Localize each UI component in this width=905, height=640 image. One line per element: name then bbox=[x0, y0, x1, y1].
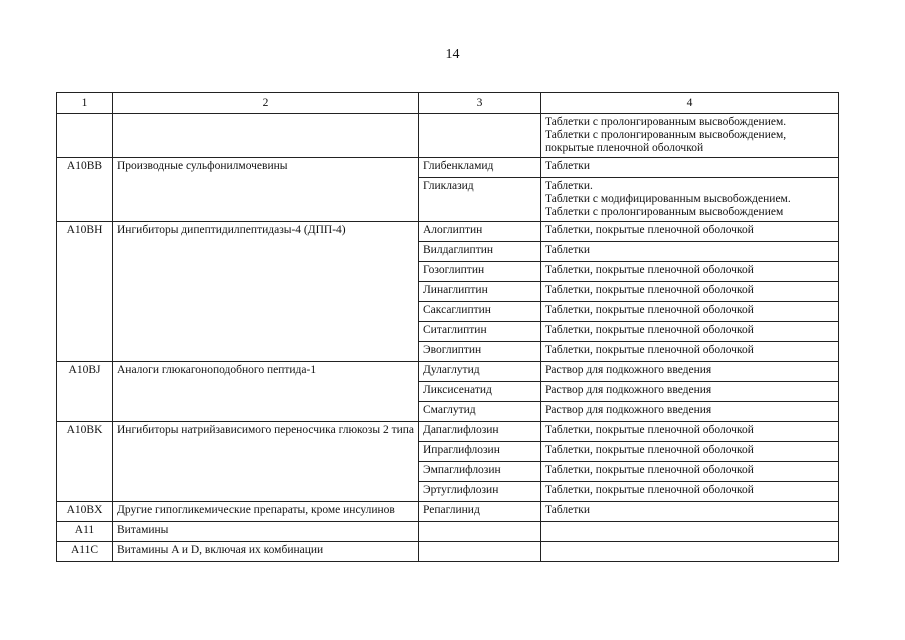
drug-name-cell bbox=[419, 114, 541, 158]
table-row bbox=[57, 522, 839, 542]
atc-code-cell: A10BB bbox=[57, 158, 113, 222]
group-name-cell: Ингибиторы дипептидилпептидазы-4 (ДПП-4) bbox=[113, 222, 419, 362]
drug-name-cell: Вилдаглиптин bbox=[419, 242, 541, 262]
table-row bbox=[57, 222, 839, 242]
drug-name-cell: Ликсисенатид bbox=[419, 382, 541, 402]
drug-name-cell: Репаглинид bbox=[419, 502, 541, 522]
table-row bbox=[57, 422, 839, 442]
table-row bbox=[57, 158, 839, 178]
dosage-form-cell: Раствор для подкожного введения bbox=[541, 402, 839, 422]
dosage-form-cell: Таблетки, покрытые пленочной оболочкой bbox=[541, 442, 839, 462]
table-row bbox=[57, 362, 839, 382]
dosage-form-cell bbox=[541, 542, 839, 562]
group-name-cell bbox=[113, 114, 419, 158]
atc-code-cell: A11C bbox=[57, 542, 113, 562]
drug-name-cell: Ипраглифлозин bbox=[419, 442, 541, 462]
header-row bbox=[57, 93, 839, 114]
dosage-form-cell: Таблетки. Таблетки с модифицированным высвобождением. Таблетки с пролонгированным высвобождением bbox=[541, 178, 839, 222]
dosage-form-cell: Таблетки, покрытые пленочной оболочкой bbox=[541, 482, 839, 502]
drug-name-cell: Дулаглутид bbox=[419, 362, 541, 382]
drug-name-cell bbox=[419, 542, 541, 562]
atc-code-cell: A10BH bbox=[57, 222, 113, 362]
group-name-cell: Витамины A и D, включая их комбинации bbox=[113, 542, 419, 562]
dosage-form-cell: Таблетки, покрытые пленочной оболочкой bbox=[541, 262, 839, 282]
drug-name-cell: Смаглутид bbox=[419, 402, 541, 422]
drug-name-cell: Дапаглифлозин bbox=[419, 422, 541, 442]
drug-name-cell: Глибенкламид bbox=[419, 158, 541, 178]
continuation-row bbox=[57, 114, 839, 158]
dosage-form-cell: Таблетки, покрытые пленочной оболочкой bbox=[541, 322, 839, 342]
dosage-form-cell: Раствор для подкожного введения bbox=[541, 362, 839, 382]
column-header: 3 bbox=[419, 93, 541, 114]
dosage-form-cell: Таблетки с пролонгированным высвобождением. Таблетки с пролонгированным высвобождением, покрытые пленочной оболочкой bbox=[541, 114, 839, 158]
group-name-cell: Производные сульфонилмочевины bbox=[113, 158, 419, 222]
dosage-form-cell: Таблетки, покрытые пленочной оболочкой bbox=[541, 302, 839, 322]
dosage-form-cell bbox=[541, 522, 839, 542]
dosage-form-cell: Таблетки bbox=[541, 242, 839, 262]
drug-name-cell: Алоглиптин bbox=[419, 222, 541, 242]
column-header: 4 bbox=[541, 93, 839, 114]
drug-name-cell: Эмпаглифлозин bbox=[419, 462, 541, 482]
atc-code-cell: A10BJ bbox=[57, 362, 113, 422]
dosage-form-cell: Таблетки, покрытые пленочной оболочкой bbox=[541, 462, 839, 482]
drug-name-cell: Саксаглиптин bbox=[419, 302, 541, 322]
atc-code-cell: A11 bbox=[57, 522, 113, 542]
group-name-cell: Другие гипогликемические препараты, кроме инсулинов bbox=[113, 502, 419, 522]
dosage-form-cell: Таблетки, покрытые пленочной оболочкой bbox=[541, 222, 839, 242]
group-name-cell: Ингибиторы натрийзависимого переносчика глюкозы 2 типа bbox=[113, 422, 419, 502]
dosage-form-cell: Таблетки bbox=[541, 502, 839, 522]
drug-name-cell: Эртуглифлозин bbox=[419, 482, 541, 502]
drug-table bbox=[56, 92, 839, 562]
column-header: 2 bbox=[113, 93, 419, 114]
dosage-form-cell: Таблетки, покрытые пленочной оболочкой bbox=[541, 422, 839, 442]
drug-name-cell: Гликлазид bbox=[419, 178, 541, 222]
atc-code-cell: A10BK bbox=[57, 422, 113, 502]
drug-name-cell: Линаглиптин bbox=[419, 282, 541, 302]
group-name-cell: Аналоги глюкагоноподобного пептида-1 bbox=[113, 362, 419, 422]
drug-name-cell: Ситаглиптин bbox=[419, 322, 541, 342]
dosage-form-cell: Таблетки, покрытые пленочной оболочкой bbox=[541, 282, 839, 302]
drug-name-cell: Эвоглиптин bbox=[419, 342, 541, 362]
table-row bbox=[57, 502, 839, 522]
table-row bbox=[57, 542, 839, 562]
column-header: 1 bbox=[57, 93, 113, 114]
drug-name-cell: Гозоглиптин bbox=[419, 262, 541, 282]
code-cell bbox=[57, 114, 113, 158]
dosage-form-cell: Раствор для подкожного введения bbox=[541, 382, 839, 402]
group-name-cell: Витамины bbox=[113, 522, 419, 542]
dosage-form-cell: Таблетки bbox=[541, 158, 839, 178]
dosage-form-cell: Таблетки, покрытые пленочной оболочкой bbox=[541, 342, 839, 362]
atc-code-cell: A10BX bbox=[57, 502, 113, 522]
page-number: 14 bbox=[445, 47, 460, 62]
drug-name-cell bbox=[419, 522, 541, 542]
